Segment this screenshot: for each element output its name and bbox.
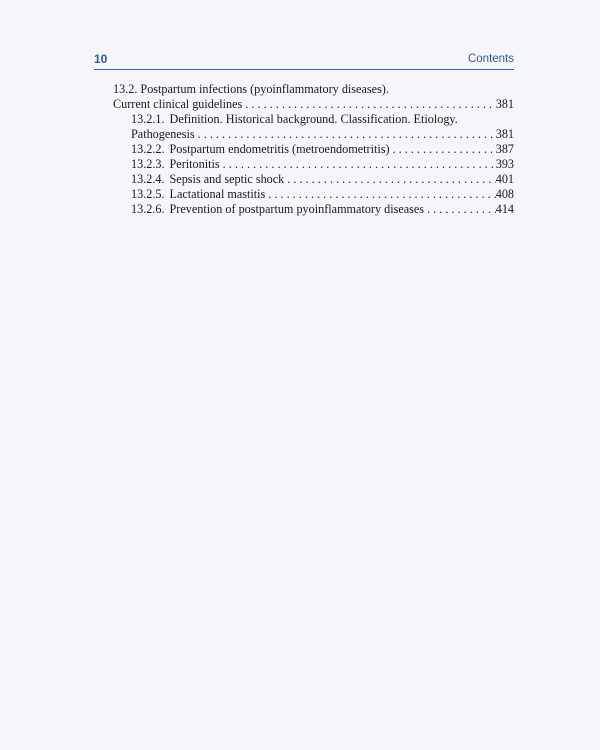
toc-page-number: 393 <box>495 157 514 171</box>
toc-entry-13-2-3[interactable] <box>113 157 514 172</box>
toc-entry-title: 13.2. Postpartum infections (pyoinflammatory diseases). <box>113 82 389 96</box>
leader-dots <box>390 142 496 157</box>
leader-dots <box>242 97 495 112</box>
toc-entry-title: Lactational mastitis <box>169 187 266 201</box>
toc-entry-number: 13.2.3. <box>131 157 165 171</box>
toc-entry-13-2-line2[interactable] <box>113 97 514 112</box>
page-header <box>94 52 514 72</box>
leader-dots <box>424 202 496 217</box>
table-of-contents <box>113 82 514 217</box>
leader-dots <box>195 127 496 142</box>
toc-page-number: 414 <box>495 202 514 216</box>
toc-page-number: 381 <box>495 97 514 111</box>
toc-entry-13-2-1-line2[interactable] <box>113 127 514 142</box>
toc-entry-title: Current clinical guidelines <box>113 97 243 111</box>
toc-entry-number: 13.2.1. <box>131 112 165 126</box>
toc-page-number: 381 <box>495 127 514 141</box>
running-head: Contents <box>467 53 514 65</box>
toc-entry-title: Pathogenesis <box>131 127 195 141</box>
toc-entry-title: Prevention of postpartum pyoinflammatory diseases <box>169 202 425 216</box>
leader-dots <box>265 187 495 202</box>
toc-entry-title: Peritonitis <box>169 157 220 171</box>
toc-entry-13-2-2[interactable] <box>113 142 514 157</box>
leader-dots <box>284 172 495 187</box>
toc-entry-13-2-5[interactable] <box>113 187 514 202</box>
toc-entry-number: 13.2.4. <box>131 172 165 186</box>
toc-entry-title: Postpartum endometritis (metroendometritis) <box>169 142 390 156</box>
page-number: 10 <box>94 52 108 66</box>
leader-dots <box>220 157 496 172</box>
toc-entry-title: Sepsis and septic shock <box>169 172 285 186</box>
toc-entry-13-2-4[interactable] <box>113 172 514 187</box>
toc-page-number: 408 <box>495 187 514 201</box>
toc-entry-13-2-line1 <box>113 82 514 97</box>
toc-entry-number: 13.2.2. <box>131 142 165 156</box>
header-rule <box>94 69 514 70</box>
toc-entry-13-2-6[interactable] <box>113 202 514 217</box>
toc-entry-number: 13.2.5. <box>131 187 165 201</box>
toc-entry-13-2-1-line1 <box>113 112 514 127</box>
toc-entry-number: 13.2.6. <box>131 202 165 216</box>
toc-page-number: 401 <box>495 172 514 186</box>
toc-entry-title: Definition. Historical background. Classification. Etiology. <box>169 112 458 126</box>
toc-page-number: 387 <box>495 142 514 156</box>
